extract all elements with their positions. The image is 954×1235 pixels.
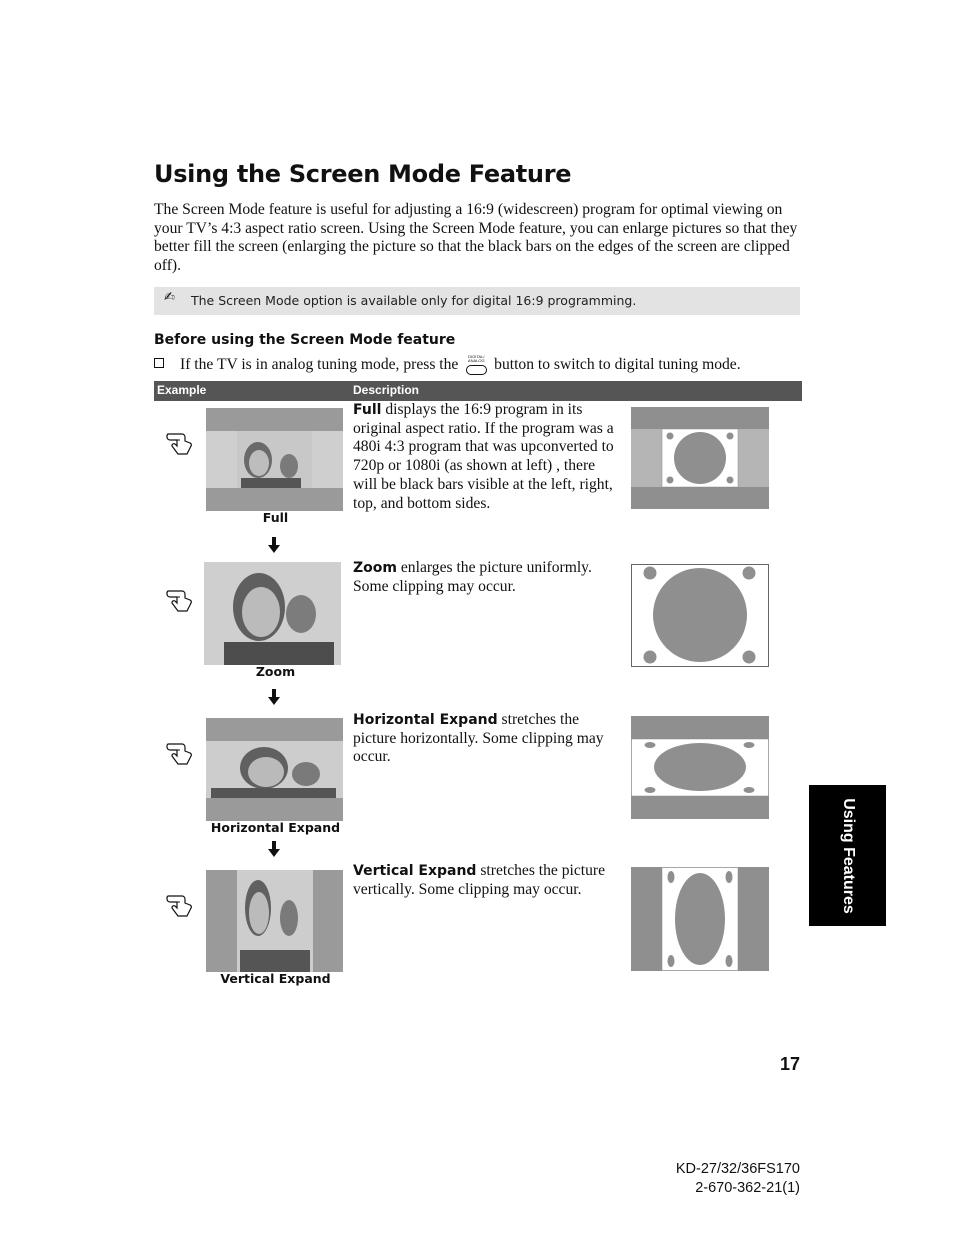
table-header bbox=[154, 381, 802, 401]
description-horizontal-expand bbox=[353, 711, 621, 767]
description-zoom bbox=[353, 559, 621, 596]
caption-zoom: Zoom bbox=[255, 664, 296, 679]
intro-paragraph: The Screen Mode feature is useful for adjusting a 16:9 (widescreen) program for optimal viewing on your TV’s 4:3 aspect ratio screen. Using the Screen Mode feature, you can enlarge pictures so that they better fill the screen (enlarging the picture so that the black bars on the edges of the screen are clipped off). bbox=[154, 201, 798, 275]
model-info bbox=[600, 1160, 800, 1198]
description-zoom-text: enlarges the picture uniformly. Some clipping may occur. bbox=[353, 559, 592, 595]
header-description: Description bbox=[353, 383, 420, 397]
document-number: 2-670-362-21(1) bbox=[695, 1180, 800, 1196]
caption-full: Full bbox=[262, 510, 289, 525]
digital-analog-button-icon bbox=[464, 355, 488, 375]
side-tab-label: Using Features bbox=[839, 797, 857, 914]
checkbox-bullet-icon bbox=[154, 358, 164, 368]
caption-horizontal-expand: Horizontal Expand bbox=[210, 820, 341, 835]
digital-analog-label: DIGITAL/ ANALOG bbox=[467, 354, 485, 363]
down-arrow-icon bbox=[268, 841, 280, 857]
page-number: 17 bbox=[779, 1054, 800, 1074]
description-vertical-expand bbox=[353, 862, 621, 899]
description-full bbox=[353, 401, 621, 513]
page-title: Using the Screen Mode Feature bbox=[154, 160, 572, 188]
mode-name-horizontal-expand: Horizontal Expand bbox=[353, 712, 498, 728]
full-example-photo bbox=[206, 408, 343, 511]
remote-hand-icon bbox=[164, 740, 194, 768]
vertical-expand-example-photo bbox=[206, 870, 343, 972]
section-side-tab bbox=[809, 785, 886, 926]
horizontal-expand-example-photo bbox=[206, 718, 343, 821]
down-arrow-icon bbox=[268, 689, 280, 705]
description-full-text: displays the 16:9 program in its original aspect ratio. If the program was a 480i 4:3 program that was upconverted to 720p or 1080i (as shown at left) , there will be black bars visible at the left, right, top, and bottom sides. bbox=[353, 401, 614, 512]
horizontal-expand-mode-diagram bbox=[631, 716, 769, 819]
before-heading: Before using the Screen Mode feature bbox=[154, 332, 456, 348]
mode-name-zoom: Zoom bbox=[353, 560, 397, 576]
caption-vertical-expand: Vertical Expand bbox=[220, 971, 331, 986]
remote-hand-icon bbox=[164, 430, 194, 458]
note-pen-icon: ✍ bbox=[164, 290, 175, 305]
down-arrow-icon bbox=[268, 537, 280, 553]
mode-name-vertical-expand: Vertical Expand bbox=[353, 863, 477, 879]
description-horizontal-expand-text: stretches the picture horizontally. Some clipping may occur. bbox=[353, 711, 604, 766]
full-mode-diagram bbox=[631, 407, 769, 509]
remote-hand-icon bbox=[164, 587, 194, 615]
note-box bbox=[154, 287, 800, 315]
header-example: Example bbox=[157, 383, 207, 397]
mode-name-full: Full bbox=[353, 402, 382, 418]
description-vertical-expand-text: stretches the picture vertically. Some clipping may occur. bbox=[353, 862, 606, 898]
vertical-expand-mode-diagram bbox=[631, 867, 769, 971]
note-text: The Screen Mode option is available only for digital 16:9 programming. bbox=[191, 293, 637, 308]
bullet-text-post: button to switch to digital tuning mode. bbox=[494, 356, 741, 373]
zoom-example-photo bbox=[204, 562, 341, 665]
model-number: KD-27/32/36FS170 bbox=[675, 1161, 800, 1177]
bullet-text-pre: If the TV is in analog tuning mode, press the bbox=[180, 356, 459, 373]
before-bullet bbox=[154, 355, 814, 375]
remote-hand-icon bbox=[164, 892, 194, 920]
zoom-mode-diagram bbox=[631, 564, 769, 667]
